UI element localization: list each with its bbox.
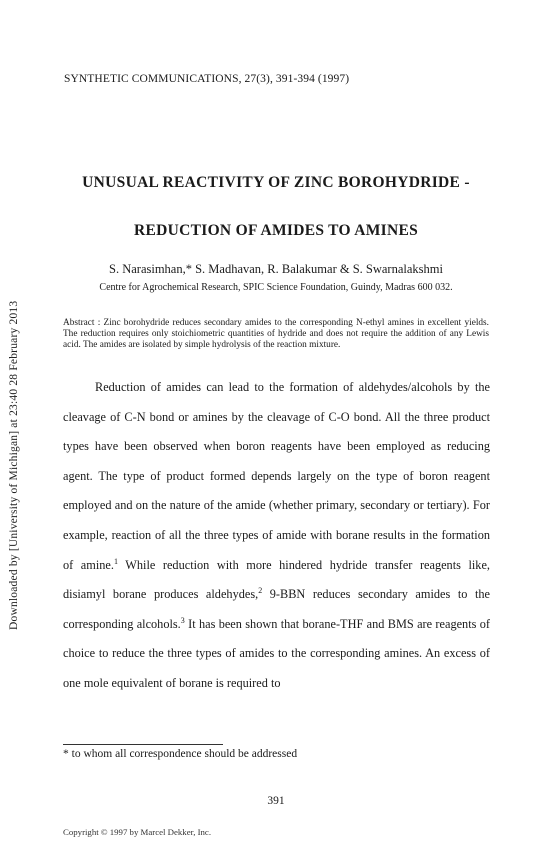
abstract: Abstract : Zinc borohydride reduces secondary amides to the corresponding N-ethyl amines in excellent yields. The reduction requires only stoichiometric quantities of hydride and does not require the addition of any Lewis acid. The amides are isolated by simple hydrolysis of the reaction mixture. — [63, 318, 489, 351]
paper-title-line-1: UNUSUAL REACTIVITY OF ZINC BOROHYDRIDE - — [82, 174, 470, 191]
body-text-4: It has been shown that borane-THF and BMS are reagents of choice to reduce the three types of amides to the corresponding amines. An excess of one mole equivalent of borane is required to — [63, 616, 490, 690]
body-text-2: While reduction with more hindered hydride transfer reagents like, disiamyl borane produces aldehydes, — [63, 557, 490, 602]
download-watermark: Downloaded by [University of Michigan] at 23:40 28 February 2013 — [8, 300, 20, 630]
copyright-notice: Copyright © 1997 by Marcel Dekker, Inc. — [63, 827, 212, 837]
body-text-1: Reduction of amides can lead to the formation of aldehydes/alcohols by the cleavage of C-N bond or amines by the cleavage of C-O bond. All the three product types have been observed when boron reagents have been employed as reducing agent. The type of product formed depends largely on the type of boron reagent employed and on the nature of the amide (whether primary, secondary or tertiary). For example, reaction of all the three types of amide with borane results in the formation of amine. — [63, 380, 490, 572]
reference-1: 1 — [113, 556, 118, 566]
reference-2: 2 — [258, 586, 263, 596]
paper-title-line-2: REDUCTION OF AMIDES TO AMINES — [133, 222, 419, 239]
footnote: * to whom all correspondence should be addressed — [63, 748, 298, 760]
journal-header: SYNTHETIC COMMUNICATIONS, 27(3), 391-394 (1997) — [64, 73, 350, 85]
author-list: S. Narasimhan,* S. Madhavan, R. Balakumar & S. Swarnalakshmi — [109, 262, 443, 276]
reference-3: 3 — [180, 615, 185, 625]
page-number: 391 — [267, 795, 285, 807]
body-paragraph — [63, 373, 490, 699]
affiliation: Centre for Agrochemical Research, SPIC Science Foundation, Guindy, Madras 600 032. — [99, 282, 453, 293]
body-text-3: 9-BBN reduces secondary amides to the corresponding alcohols. — [63, 587, 490, 631]
footnote-rule — [63, 744, 223, 745]
